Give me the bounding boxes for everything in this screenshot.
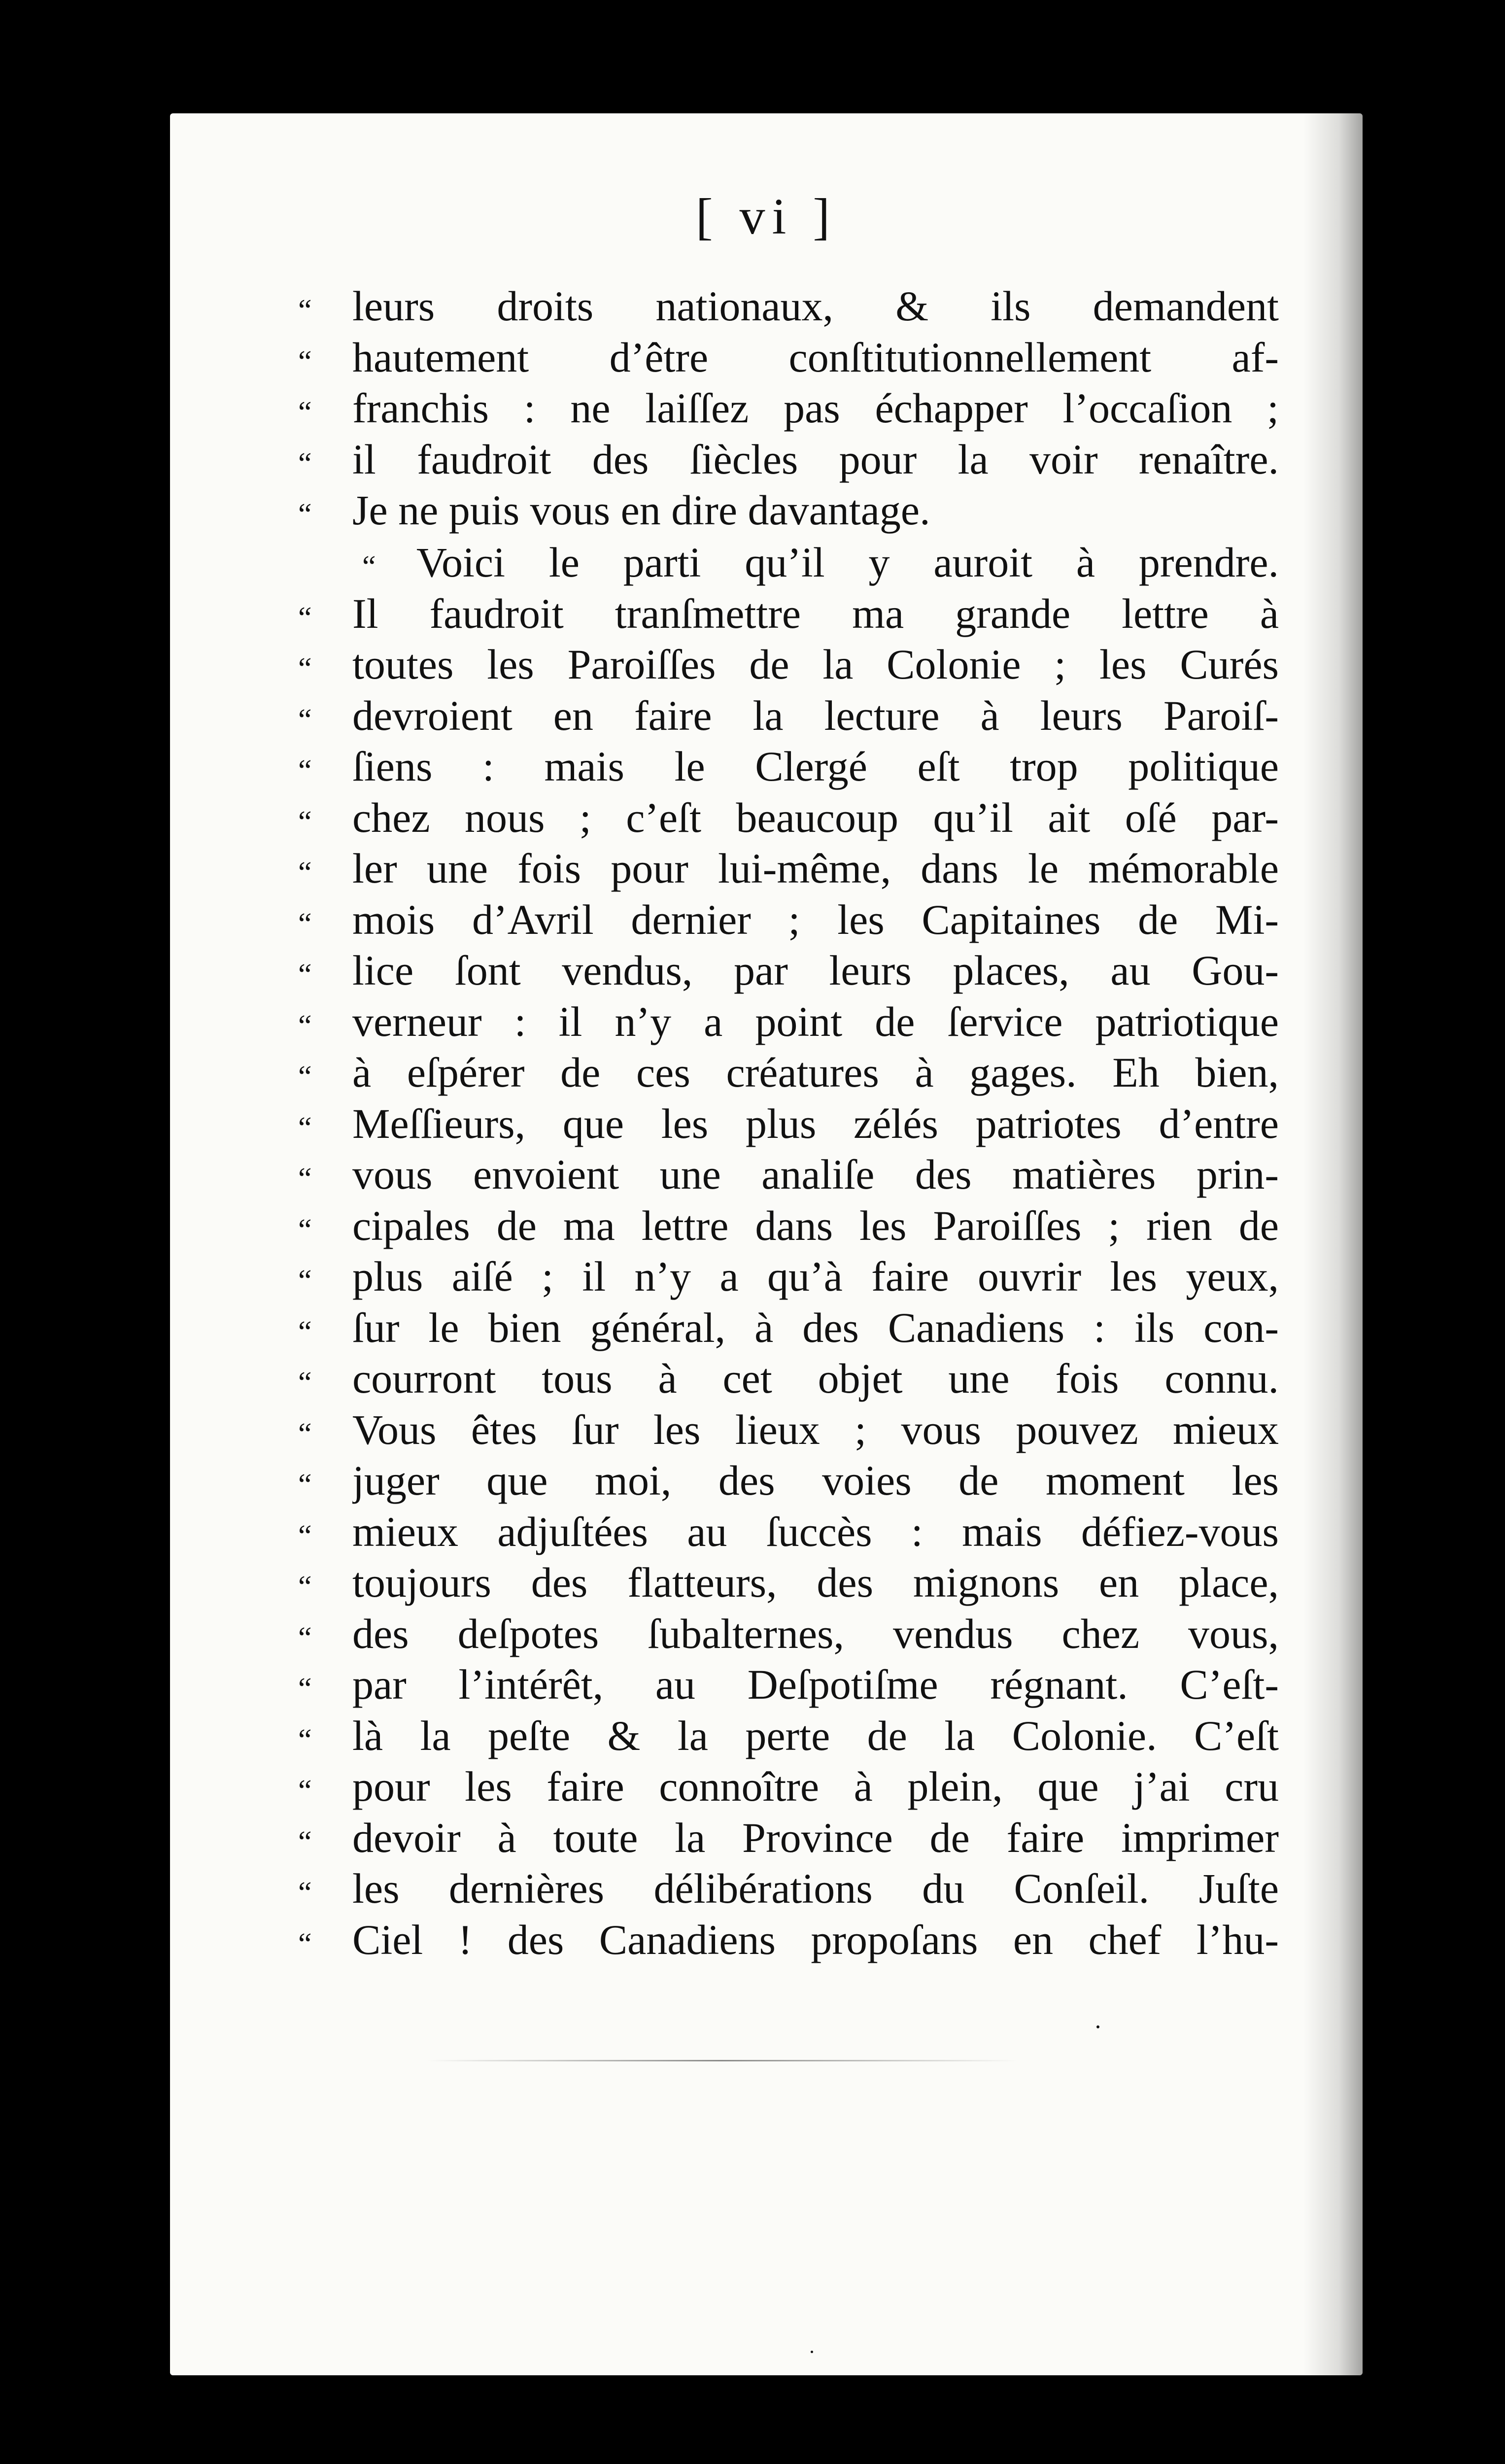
line-text: franchis : ne laiſſez pas échapper l’occaſion ; xyxy=(352,384,1279,432)
line-text: toutes les Paroiſſes de la Colonie ; les Curés xyxy=(352,641,1279,688)
text-line xyxy=(298,537,1279,588)
quote-mark: “ xyxy=(298,344,312,378)
quote-mark: “ xyxy=(298,1060,312,1094)
text-line xyxy=(298,1711,1279,1762)
text-line xyxy=(298,1353,1279,1404)
quote-mark: “ xyxy=(298,1825,312,1859)
quote-mark: “ xyxy=(298,1111,312,1145)
text-line xyxy=(298,843,1279,894)
line-text: toujours des flatteurs, des mignons en place, xyxy=(352,1559,1279,1606)
quote-mark: “ xyxy=(298,1315,312,1349)
text-line xyxy=(298,639,1279,690)
text-line xyxy=(298,1302,1279,1354)
text-line xyxy=(298,1506,1279,1558)
line-text: chez nous ; c’eſt beaucoup qu’il ait oſé par- xyxy=(352,793,1279,841)
text-line xyxy=(298,1455,1279,1506)
line-text: ſur le bien général, à des Canadiens : ils con- xyxy=(352,1303,1279,1351)
text-line xyxy=(298,1404,1279,1456)
line-text: hautement d’être conſtitutionnellement af- xyxy=(352,333,1279,381)
text-line xyxy=(298,996,1279,1048)
quote-mark: “ xyxy=(298,1213,312,1247)
line-text: vous envoient une analiſe des matières prin- xyxy=(352,1151,1279,1198)
line-text: les dernières délibérations du Conſeil. Juſte xyxy=(352,1865,1279,1912)
paragraph-1 xyxy=(298,281,1279,536)
quote-mark: “ xyxy=(298,1774,312,1808)
line-text: leurs droits nationaux, & ils demandent xyxy=(352,282,1279,330)
text-line xyxy=(298,1047,1279,1098)
quote-mark: “ xyxy=(298,907,312,941)
quote-mark: “ xyxy=(362,550,376,583)
text-line xyxy=(298,588,1279,640)
text-line xyxy=(298,690,1279,742)
paragraph-2 xyxy=(298,537,1279,1965)
line-text: ler une fois pour lui-même, dans le mémorable xyxy=(352,845,1279,892)
quote-mark: “ xyxy=(298,703,312,737)
quote-mark: “ xyxy=(298,805,312,839)
line-text: devroient en faire la lecture à leurs Paroiſ- xyxy=(352,691,1279,739)
line-text: Il faudroit tranſmettre ma grande lettre à xyxy=(352,589,1279,637)
scan-speck xyxy=(811,2351,813,2353)
text-line xyxy=(298,281,1279,332)
text-line xyxy=(298,741,1279,792)
line-text: plus aiſé ; il n’y a qu’à faire ouvrir les yeux, xyxy=(352,1253,1279,1300)
line-text: Vous êtes ſur les lieux ; vous pouvez mieux xyxy=(352,1405,1279,1453)
line-text: des deſpotes ſubalternes, vendus chez vous, xyxy=(352,1609,1279,1657)
text-line xyxy=(298,434,1279,485)
text-line xyxy=(298,485,1279,536)
quote-mark: “ xyxy=(298,652,312,685)
text-line xyxy=(298,792,1279,844)
quote-mark: “ xyxy=(298,498,312,531)
line-text: Je ne puis vous en dire davantage. xyxy=(352,486,930,534)
quote-mark: “ xyxy=(298,1366,312,1400)
quote-mark: “ xyxy=(298,1162,312,1196)
line-text: mieux adjuſtées au ſuccès : mais défiez-vous xyxy=(352,1507,1279,1555)
text-line xyxy=(298,1863,1279,1915)
line-text: courront tous à cet objet une fois connu. xyxy=(352,1355,1279,1402)
text-line xyxy=(298,1813,1279,1864)
text-line xyxy=(298,383,1279,434)
line-text: là la peſte & la perte de la Colonie. C’eſt xyxy=(352,1711,1279,1759)
scan-speck xyxy=(1096,2025,1099,2028)
line-text: Meſſieurs, que les plus zélés patriotes d’entre xyxy=(352,1099,1279,1147)
text-line xyxy=(298,1659,1279,1711)
line-text: juger que moi, des voies de moment les xyxy=(352,1457,1279,1504)
line-text: cipales de ma lettre dans les Paroiſſes ; rien de xyxy=(352,1201,1279,1249)
line-text: il faudroit des ſiècles pour la voir renaître. xyxy=(352,435,1279,483)
page-header: [ vi ] xyxy=(695,188,837,245)
line-text: pour les faire connoître à plein, que j’ai cru xyxy=(352,1763,1279,1810)
quote-mark: “ xyxy=(298,601,312,635)
line-text: mois d’Avril dernier ; les Capitaines de Mi- xyxy=(352,895,1279,943)
quote-mark: “ xyxy=(298,1468,312,1502)
quote-mark: “ xyxy=(298,856,312,890)
quote-mark: “ xyxy=(298,1621,312,1655)
text-line xyxy=(298,1761,1279,1813)
line-text: Ciel ! des Canadiens propoſans en chef l’hu- xyxy=(352,1916,1279,1963)
text-line xyxy=(298,1251,1279,1302)
text-line xyxy=(298,1149,1279,1200)
quote-mark: “ xyxy=(298,1570,312,1604)
quote-mark: “ xyxy=(298,1264,312,1298)
quote-mark: “ xyxy=(298,396,312,429)
text-line xyxy=(298,945,1279,996)
bottom-rule xyxy=(426,2060,1018,2061)
line-text: devoir à toute la Province de faire imprimer xyxy=(352,1814,1279,1861)
quote-mark: “ xyxy=(298,958,312,992)
quote-mark: “ xyxy=(298,1723,312,1757)
line-text: par l’intérêt, au Deſpotiſme régnant. C’eſt- xyxy=(352,1661,1279,1708)
quote-mark: “ xyxy=(298,1417,312,1451)
line-text: à eſpérer de ces créatures à gages. Eh bien, xyxy=(352,1049,1279,1096)
quote-mark: “ xyxy=(298,1672,312,1706)
text-line xyxy=(298,894,1279,946)
quote-mark: “ xyxy=(298,1519,312,1553)
text-line xyxy=(298,1915,1279,1966)
line-text: lice ſont vendus, par leurs places, au Gou- xyxy=(352,947,1279,994)
book-page xyxy=(170,113,1363,2375)
quote-mark: “ xyxy=(298,1927,312,1961)
quote-mark: “ xyxy=(298,446,312,480)
line-text: ſiens : mais le Clergé eſt trop politique xyxy=(352,743,1279,790)
text-line xyxy=(298,1608,1279,1660)
quote-mark: “ xyxy=(298,754,312,787)
page-edge-shadow xyxy=(1303,113,1363,2375)
line-text: verneur : il n’y a point de ſervice patriotique xyxy=(352,997,1279,1045)
text-line xyxy=(298,1200,1279,1252)
quote-mark: “ xyxy=(298,1009,312,1043)
quote-mark: “ xyxy=(298,1876,312,1910)
line-text: Voici le parti qu’il y auroit à prendre. xyxy=(416,539,1279,586)
text-line xyxy=(298,1557,1279,1608)
text-line xyxy=(298,332,1279,383)
quote-mark: “ xyxy=(298,294,312,327)
text-line xyxy=(298,1098,1279,1150)
